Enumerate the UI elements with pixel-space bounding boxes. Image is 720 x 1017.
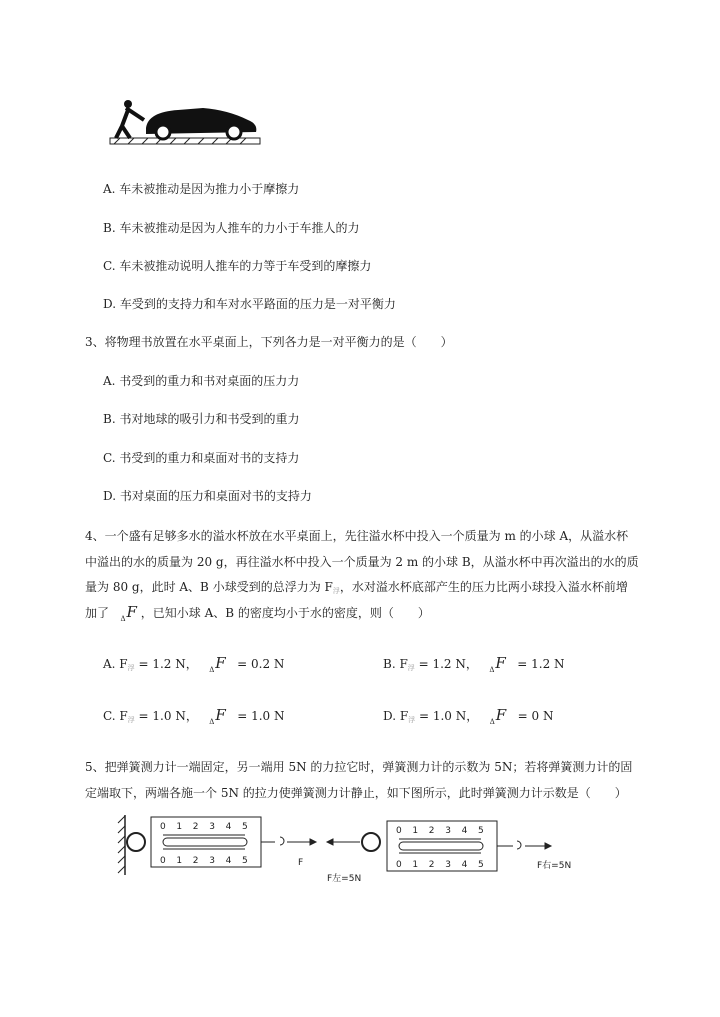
delta: Δ <box>209 666 215 674</box>
value: = 0.2 N <box>237 657 285 671</box>
scale-tick-label: 0 <box>396 860 402 870</box>
scale-tick-label: 3 <box>445 860 451 870</box>
scale-tick-label: 0 <box>160 822 166 832</box>
scale-tick-label: 5 <box>478 826 484 836</box>
q3-stem: 3、将物理书放置在水平桌面上，下列各力是一对平衡力的是（ ） <box>85 335 453 349</box>
q2-option-d: D. 车受到的支持力和车对水平路面的压力是一对平衡力 <box>103 297 396 311</box>
scale-tick-label: 3 <box>209 856 215 866</box>
subscript: 浮 <box>408 716 416 724</box>
q4-stem-line-3 <box>85 578 628 596</box>
scale-tick-label: 4 <box>461 826 468 836</box>
force-symbol: F <box>495 706 507 724</box>
q3-option-b: B. 书对地球的吸引力和书受到的重力 <box>103 412 300 426</box>
scale-tick-label: 1 <box>176 822 183 832</box>
scale-tick-label: 2 <box>428 860 435 870</box>
q4-option-d <box>383 706 553 726</box>
scale-tick-label: 1 <box>412 826 419 836</box>
q4-stem-line-1: 4、一个盛有足够多水的溢水杯放在水平桌面上，先往溢水杯中投入一个质量为 m 的小球 A，从溢水杯 <box>85 529 629 543</box>
delta: Δ <box>489 666 495 674</box>
scale-tick-label: 3 <box>445 826 451 836</box>
text: 加了 <box>85 606 113 620</box>
q5-stem-line-1: 5、把弹簧测力计一端固定，另一端用 5N 的力拉它时，弹簧测力计的示数为 5N；若将弹簧测力计的固 <box>85 760 633 774</box>
scale-tick-label: 2 <box>192 822 199 832</box>
q4-option-a <box>103 654 284 674</box>
label: B. F <box>383 657 408 671</box>
scale-tick-label: 5 <box>242 822 248 832</box>
delta: Δ <box>209 718 215 726</box>
value: = 1.0 N， <box>418 709 479 723</box>
value: = 1.0 N <box>237 709 285 723</box>
q3-option-c: C. 书受到的重力和桌面对书的支持力 <box>103 451 300 465</box>
subscript: 浮 <box>332 587 340 595</box>
label: C. F <box>103 709 128 723</box>
subscript: 浮 <box>407 664 415 672</box>
value: = 1.2 N， <box>418 657 478 671</box>
q2-option-b: B. 车未被推动是因为人推车的力小于车推人的力 <box>103 221 360 235</box>
q3-option-d: D. 书对桌面的压力和桌面对书的支持力 <box>103 489 312 503</box>
q3-option-a: A. 书受到的重力和书对桌面的压力力 <box>103 374 300 388</box>
car-push-figure <box>108 98 263 148</box>
value: = 1.0 N， <box>138 709 198 723</box>
force-symbol: F <box>126 603 137 621</box>
scale-tick-label: 1 <box>176 856 183 866</box>
label: A. F <box>103 657 128 671</box>
subscript: 浮 <box>127 716 135 724</box>
delta: Δ <box>489 718 495 726</box>
value: = 0 N <box>517 709 554 723</box>
force-label-right: F右=5N <box>537 861 572 871</box>
value: = 1.2 N， <box>138 657 198 671</box>
q4-option-b <box>383 654 565 674</box>
delta: Δ <box>120 615 126 623</box>
scale-tick-label: 2 <box>192 856 199 866</box>
scale-tick-label: 4 <box>225 856 232 866</box>
scale-tick-label: 0 <box>396 826 402 836</box>
scale-tick-label: 4 <box>225 822 232 832</box>
q4-stem-line-2: 中溢出的水的质量为 20 g，再往溢水杯中投入一个质量为 2 m 的小球 B，从溢水杯中再次溢出的水的质 <box>85 555 639 569</box>
q4-option-c <box>103 706 285 726</box>
force-symbol: F <box>215 654 226 672</box>
text: 量为 80 g，此时 A、B 小球受到的总浮力为 F <box>85 580 333 594</box>
q2-option-c: C. 车未被推动说明人推车的力等于车受到的摩擦力 <box>103 259 372 273</box>
force-label-left: F左=5N <box>327 874 362 884</box>
subscript: 浮 <box>127 664 135 672</box>
scale-tick-label: 5 <box>478 860 484 870</box>
q5-stem-line-2: 定端取下，两端各施一个 5N 的拉力使弹簧测力计静止，如下图所示，此时弹簧测力计示数是（ ） <box>85 786 627 800</box>
scale-tick-label: 1 <box>412 860 419 870</box>
label: D. F <box>383 709 409 723</box>
q4-stem-line-4 <box>85 603 430 623</box>
scale-tick-label: 5 <box>242 856 248 866</box>
text: ，水对溢水杯底部产生的压力比两小球投入溢水杯前增 <box>339 580 628 594</box>
value: = 1.2 N <box>517 657 565 671</box>
scale-tick-label: 4 <box>461 860 468 870</box>
q2-option-a: A. 车未被推动是因为推力小于摩擦力 <box>103 182 300 196</box>
spring-scale-figure <box>115 815 595 890</box>
scale-tick-label: 2 <box>428 826 435 836</box>
scale-tick-label: 3 <box>209 822 215 832</box>
force-symbol: F <box>215 706 226 724</box>
force-symbol: F <box>495 654 506 672</box>
text: ，已知小球 A、B 的密度均小于水的密度，则（ ） <box>140 606 430 620</box>
scale-tick-label: 0 <box>160 856 166 866</box>
force-label-f: F <box>298 858 304 868</box>
